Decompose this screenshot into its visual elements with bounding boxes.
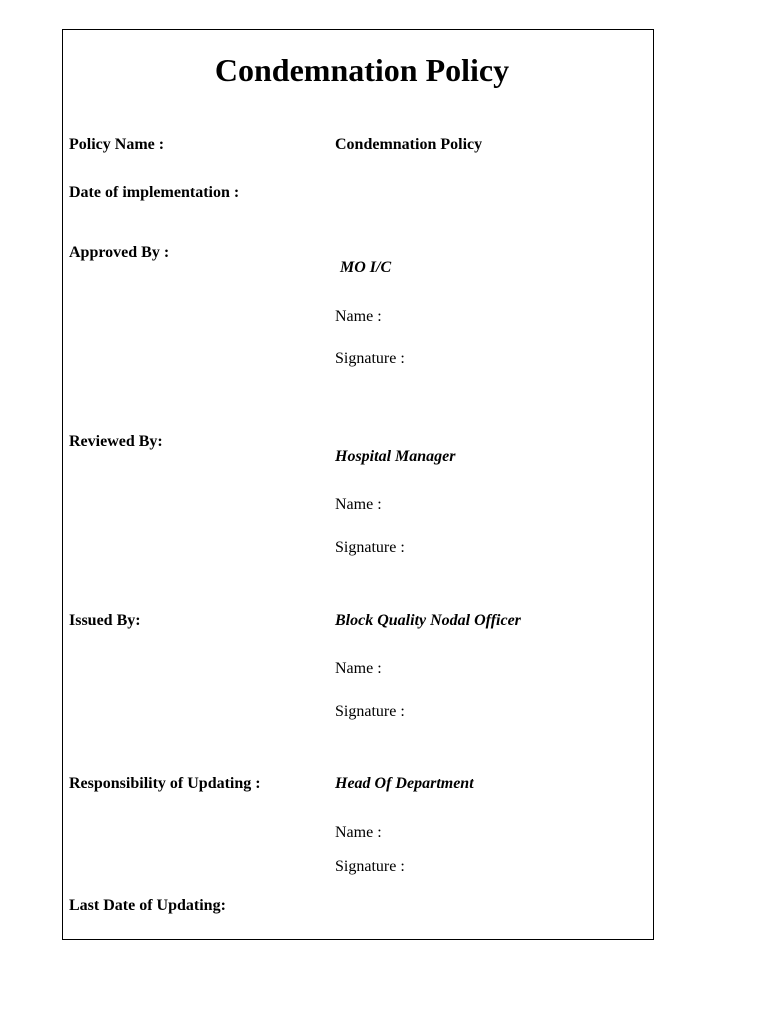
document-border (62, 29, 654, 940)
responsibility-of-updating-label: Responsibility of Updating : (69, 775, 261, 792)
issued-by-name-label: Name : (335, 660, 382, 677)
approved-by-label: Approved By : (69, 244, 170, 261)
responsibility-name-label: Name : (335, 824, 382, 841)
policy-name-label: Policy Name : (69, 136, 165, 153)
issued-by-role: Block Quality Nodal Officer (335, 612, 521, 629)
reviewed-by-name-label: Name : (335, 496, 382, 513)
reviewed-by-signature-label: Signature : (335, 539, 405, 556)
last-date-of-updating-label: Last Date of Updating: (69, 897, 226, 914)
document-title: Condemnation Policy (214, 52, 510, 88)
issued-by-label: Issued By: (69, 612, 141, 629)
approved-by-role: MO I/C (340, 259, 392, 276)
issued-by-signature-label: Signature : (335, 703, 405, 720)
reviewed-by-role: Hospital Manager (335, 448, 456, 465)
policy-name-value: Condemnation Policy (335, 136, 483, 153)
approved-by-signature-label: Signature : (335, 350, 405, 367)
responsibility-signature-label: Signature : (335, 858, 405, 875)
reviewed-by-label: Reviewed By: (69, 433, 163, 450)
responsibility-role: Head Of Department (335, 775, 474, 792)
approved-by-name-label: Name : (335, 308, 382, 325)
date-of-implementation-label: Date of implementation : (69, 184, 240, 201)
